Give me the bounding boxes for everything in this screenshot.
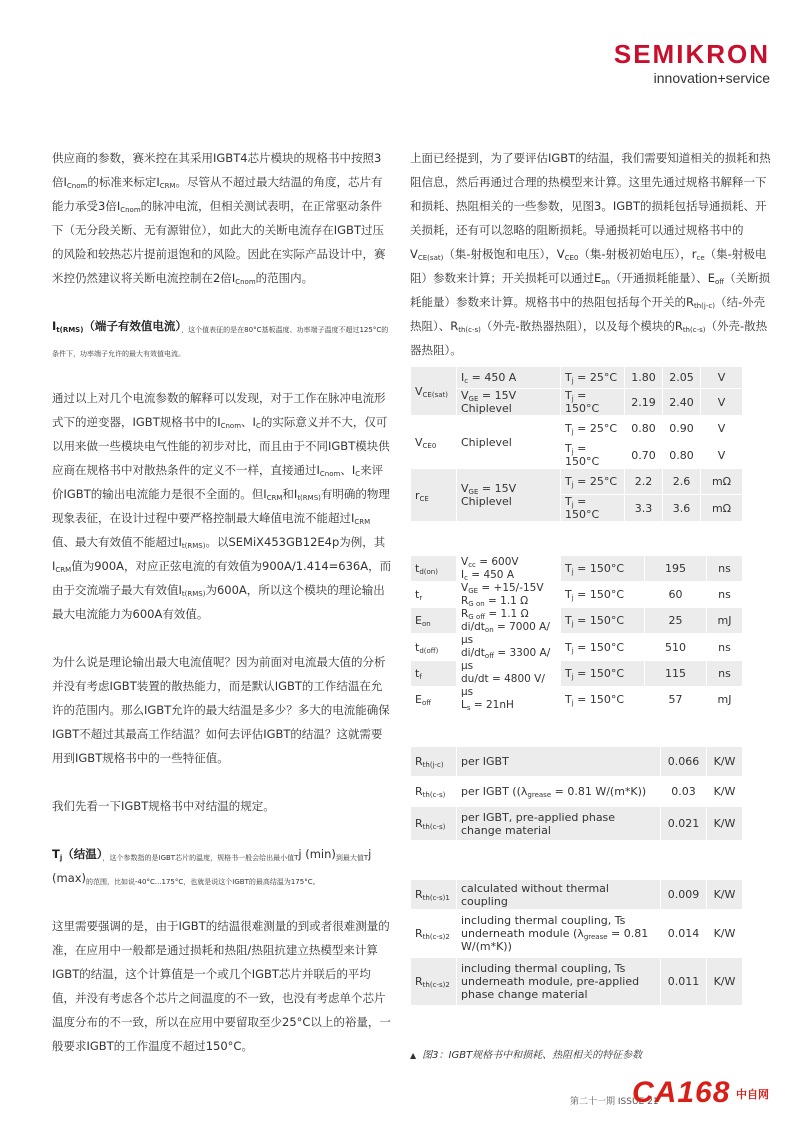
condition: $I_c = 450$ A: [457, 367, 561, 389]
switching-table: [410, 555, 743, 713]
typ-value: 3.3: [625, 495, 663, 522]
rth-symbol: $R_{th(c-s)}$: [411, 777, 457, 807]
condition: $V_{GE} = 15V$ Chiplevel: [457, 469, 561, 522]
value: 0.014: [661, 910, 707, 958]
figure-caption: [410, 1046, 642, 1061]
value: 0.03: [661, 777, 707, 807]
max-value: 3.6: [663, 495, 701, 522]
tj-150: $T_j = 150^\circ C$: [561, 495, 625, 522]
unit: V: [701, 416, 743, 442]
value: 115: [645, 660, 707, 686]
rce-symbol: $r_{CE}$: [411, 469, 457, 522]
rth-symbol: $R_{th(c-s)2}$: [411, 910, 457, 958]
max-value: 2.40: [663, 389, 701, 416]
param-symbol: $E_{off}$: [411, 686, 457, 712]
rth-symbol: $R_{th(j-c)}$: [411, 747, 457, 777]
paragraph: 上面已经提到，为了要评估IGBT的结温，我们需要知道相关的损耗和热阻信息，然后再通过合理的热模型来计算。这里先通过规格书解释一下和损耗、热阻相关的一些参数，见图3。IGBT的损耗包括导通损耗、开关损耗，还有可以忽略的阻断损耗。导通损耗可以通过规格书中的$V_{CE(sat)}$（集-射极饱和电压），$V_{CE0}$（集-射极初始电压），$r_{ce}$（集-射极电阻）参数来计算；开关损耗可以通过$E_{on}$（开通损耗能量）、$E_{off}$（关断损耗能量）参数来计算。规格书中的热阻包括每个开关的$R_{th(j-c)}$（结-外壳热阻）、$R_{th(c-s)}$（外壳-散热器热阻），以及每个模块的$R_{th(c-s)}$（外壳-散热器热阻）。: [410, 151, 771, 357]
tj-150: $T_j = 150^\circ C$: [561, 389, 625, 416]
unit: ns: [707, 660, 743, 686]
paragraph: 通过以上对几个电流参数的解释可以发现，对于工作在脉冲电流形式下的逆变器，IGBT规格书中的$I_{Cnom}$、$I_C$的实际意义并不大，仅可以用来做一些模块电气性能的初步对比，而且由于不同IGBT模块供应商在规格书中对散热条件的定义不一样，直接通过$I_{Cnom}$、$I_C$来评价IGBT的输出电流能力是很不全面的。但$I_{CRM}$和$I_{t(RMS)}$有明确的物理现象表征，在设计过程中要严格控制最大峰值电流不能超过$I_{CRM}$值、最大有效值不能超过$I_{t(RMS)}$。以SEMiX453GB12E4p为例，其$I_{CRM}$值为900A，对应正弦电流的有效值为900A/1.414=636A，而由于交流端子最大有效值$I_{t(RMS)}$为600A，所以这个模块的理论输出最大电流能力为600A有效值。: [52, 391, 392, 621]
caption-text: 图3：IGBT规格书中和损耗、热阻相关的特征参数: [422, 1050, 643, 1061]
value: 0.021: [661, 807, 707, 841]
paragraph: $T_j$（结温）$_{,这个参数指的是IGBT芯片的温度,规格书一般会给出最小值T}j$ $(\min)_{到最大值T}j$ $(\max)_{的范围,比如说-40^\circ C...175^\circ C,也就是说这个IGBT的最高结温为175^\circ C。}$: [52, 847, 372, 886]
logo-tagline: innovation+service: [653, 70, 770, 86]
max-value: 0.90: [663, 416, 701, 442]
tj-150: $T_j = 150^\circ C$: [561, 582, 645, 608]
unit: mJ: [707, 608, 743, 634]
value: 0.066: [661, 747, 707, 777]
tj-25: $T_j = 25^\circ C$: [561, 416, 625, 442]
left-column: [52, 146, 392, 1082]
paragraph: 供应商的参数，赛米控在其采用IGBT4芯片模块的规格书中按照3倍$I_{Cnom}$的标准来标定$I_{CRM}$。尽管从不超过最大结温的角度，芯片有能力承受3倍$I_{Cnom}$的脉冲电流，但相关测试表明，在正常驱动条件下（无分段关断、无有源钳位），如此大的关断电流存在IGBT过压的风险和较热芯片提前退饱和的风险。因此在实际产品设计中，赛米控仍然建议将关断电流控制在2倍$I_{Cnom}$的范围内。: [52, 151, 386, 286]
value: 25: [645, 608, 707, 634]
unit: K/W: [707, 747, 743, 777]
param-symbol: $t_f$: [411, 660, 457, 686]
paragraph: 这里需要强调的是，由于IGBT的结温很难测量的到或者很难测量的准，在应用中一般都是通过损耗和热阻/热阻抗建立热模型来计算IGBT的结温，这个计算值是一个或几个IGBT芯片并联后的平均值，并没有考虑各个芯片之间温度的不一致，也没有考虑单个芯片温度分布的不一致，所以在应用中要留取至少25°C以上的裕量，一般要求IGBT的工作温度不超过150°C。: [52, 919, 391, 1053]
rth-symbol: $R_{th(c-s)1}$: [411, 880, 457, 910]
tj-25: $T_j = 25^\circ C$: [561, 469, 625, 495]
typ-value: 0.70: [625, 442, 663, 469]
condition: per IGBT, pre-applied phase change material: [457, 807, 661, 841]
paragraph: 为什么说是理论输出最大电流值呢？因为前面对电流最大值的分析并没有考虑IGBT装置的散热能力，而是默认IGBT的工作结温在允许的范围内。那么IGBT允许的最大结温是多少？多大的电流能确保IGBT不超过其最高工作结温？如何去评估IGBT的结温？这就需要用到IGBT规格书中的一些特征值。: [52, 655, 390, 765]
paragraph: 我们先看一下IGBT规格书中对结温的规定。: [52, 799, 275, 813]
unit: ns: [707, 556, 743, 582]
condition: per IGBT: [457, 747, 661, 777]
condition: per IGBT (($\lambda_{grease} = 0.81$ W/(m*K)): [457, 777, 661, 807]
tj-150: $T_j = 150^\circ C$: [561, 660, 645, 686]
max-value: 2.05: [663, 367, 701, 389]
tj-150: $T_j = 150^\circ C$: [561, 442, 625, 469]
caption-marker-icon: ▲: [410, 1051, 417, 1060]
conduction-table: [410, 366, 743, 522]
vcesat-symbol: $V_{CE(sat)}$: [411, 367, 457, 416]
logo-brand: SEMIKRON: [613, 39, 770, 69]
watermark-text: 中自网: [736, 1088, 769, 1101]
rth-symbol: $R_{th(c-s)}$: [411, 807, 457, 841]
rth-symbol: $R_{th(c-s)2}$: [411, 958, 457, 1006]
param-symbol: $t_r$: [411, 582, 457, 608]
thermal-resistance-table: [410, 746, 743, 841]
unit: V: [701, 367, 743, 389]
page-footer: 第二十一期 ISSUE 21: [570, 1097, 659, 1107]
unit: K/W: [707, 807, 743, 841]
typ-value: 1.80: [625, 367, 663, 389]
unit: V: [701, 442, 743, 469]
right-column: [410, 146, 772, 362]
value: 510: [645, 634, 707, 660]
unit: K/W: [707, 777, 743, 807]
unit: mJ: [707, 686, 743, 712]
unit: ns: [707, 582, 743, 608]
paragraph: $I_{t(RMS)}$（端子有效值电流）$_{,这个值表征的是在80^\circ C基板温度、功率端子温度不超过125^\circ C的条件下,功率端子允许的最大有效值电流。}$: [52, 319, 389, 358]
param-symbol: $t_{d(off)}$: [411, 634, 457, 660]
typ-value: 2.19: [625, 389, 663, 416]
unit: K/W: [707, 910, 743, 958]
tj-150: $T_j = 150^\circ C$: [561, 556, 645, 582]
unit: ns: [707, 634, 743, 660]
logo: [614, 40, 770, 86]
unit: K/W: [707, 958, 743, 1006]
watermark-logo: CA168: [632, 1076, 731, 1109]
thermal-coupling-table: [410, 879, 743, 1006]
tj-150: $T_j = 150^\circ C$: [561, 634, 645, 660]
value: 195: [645, 556, 707, 582]
typ-value: 0.80: [625, 416, 663, 442]
value: 0.009: [661, 880, 707, 910]
param-symbol: $E_{on}$: [411, 608, 457, 634]
vce0-symbol: $V_{CE0}$: [411, 416, 457, 469]
test-conditions: $V_{cc} = 600V$ $I_c = 450$ A $V_{GE} = +15/-15V$ $R_{G on} = 1.1$ Ω $R_{G off} = 1.1$ Ω $di/dt_{on} = 7000$ A/μs $di/dt_{off} = 3300$ A/μs du/dt = 4800 V/μs $L_s = 21nH$: [457, 556, 561, 713]
param-symbol: $t_{d(on)}$: [411, 556, 457, 582]
condition: including thermal coupling, Ts underneath module, pre-applied phase change material: [457, 958, 661, 1006]
unit: mΩ: [701, 469, 743, 495]
condition: calculated without thermal coupling: [457, 880, 661, 910]
condition: $V_{GE} = 15V$ Chiplevel: [457, 389, 561, 416]
tj-150: $T_j = 150^\circ C$: [561, 686, 645, 712]
max-value: 2.6: [663, 469, 701, 495]
tj-150: $T_j = 150^\circ C$: [561, 608, 645, 634]
unit: V: [701, 389, 743, 416]
value: 60: [645, 582, 707, 608]
unit: K/W: [707, 880, 743, 910]
value: 57: [645, 686, 707, 712]
typ-value: 2.2: [625, 469, 663, 495]
value: 0.011: [661, 958, 707, 1006]
tj-25: $T_j = 25^\circ C$: [561, 367, 625, 389]
unit: mΩ: [701, 495, 743, 522]
max-value: 0.80: [663, 442, 701, 469]
condition: including thermal coupling, Ts underneath module ($\lambda_{grease} = 0.81$ W/(m*K)): [457, 910, 661, 958]
condition: Chiplevel: [457, 416, 561, 469]
